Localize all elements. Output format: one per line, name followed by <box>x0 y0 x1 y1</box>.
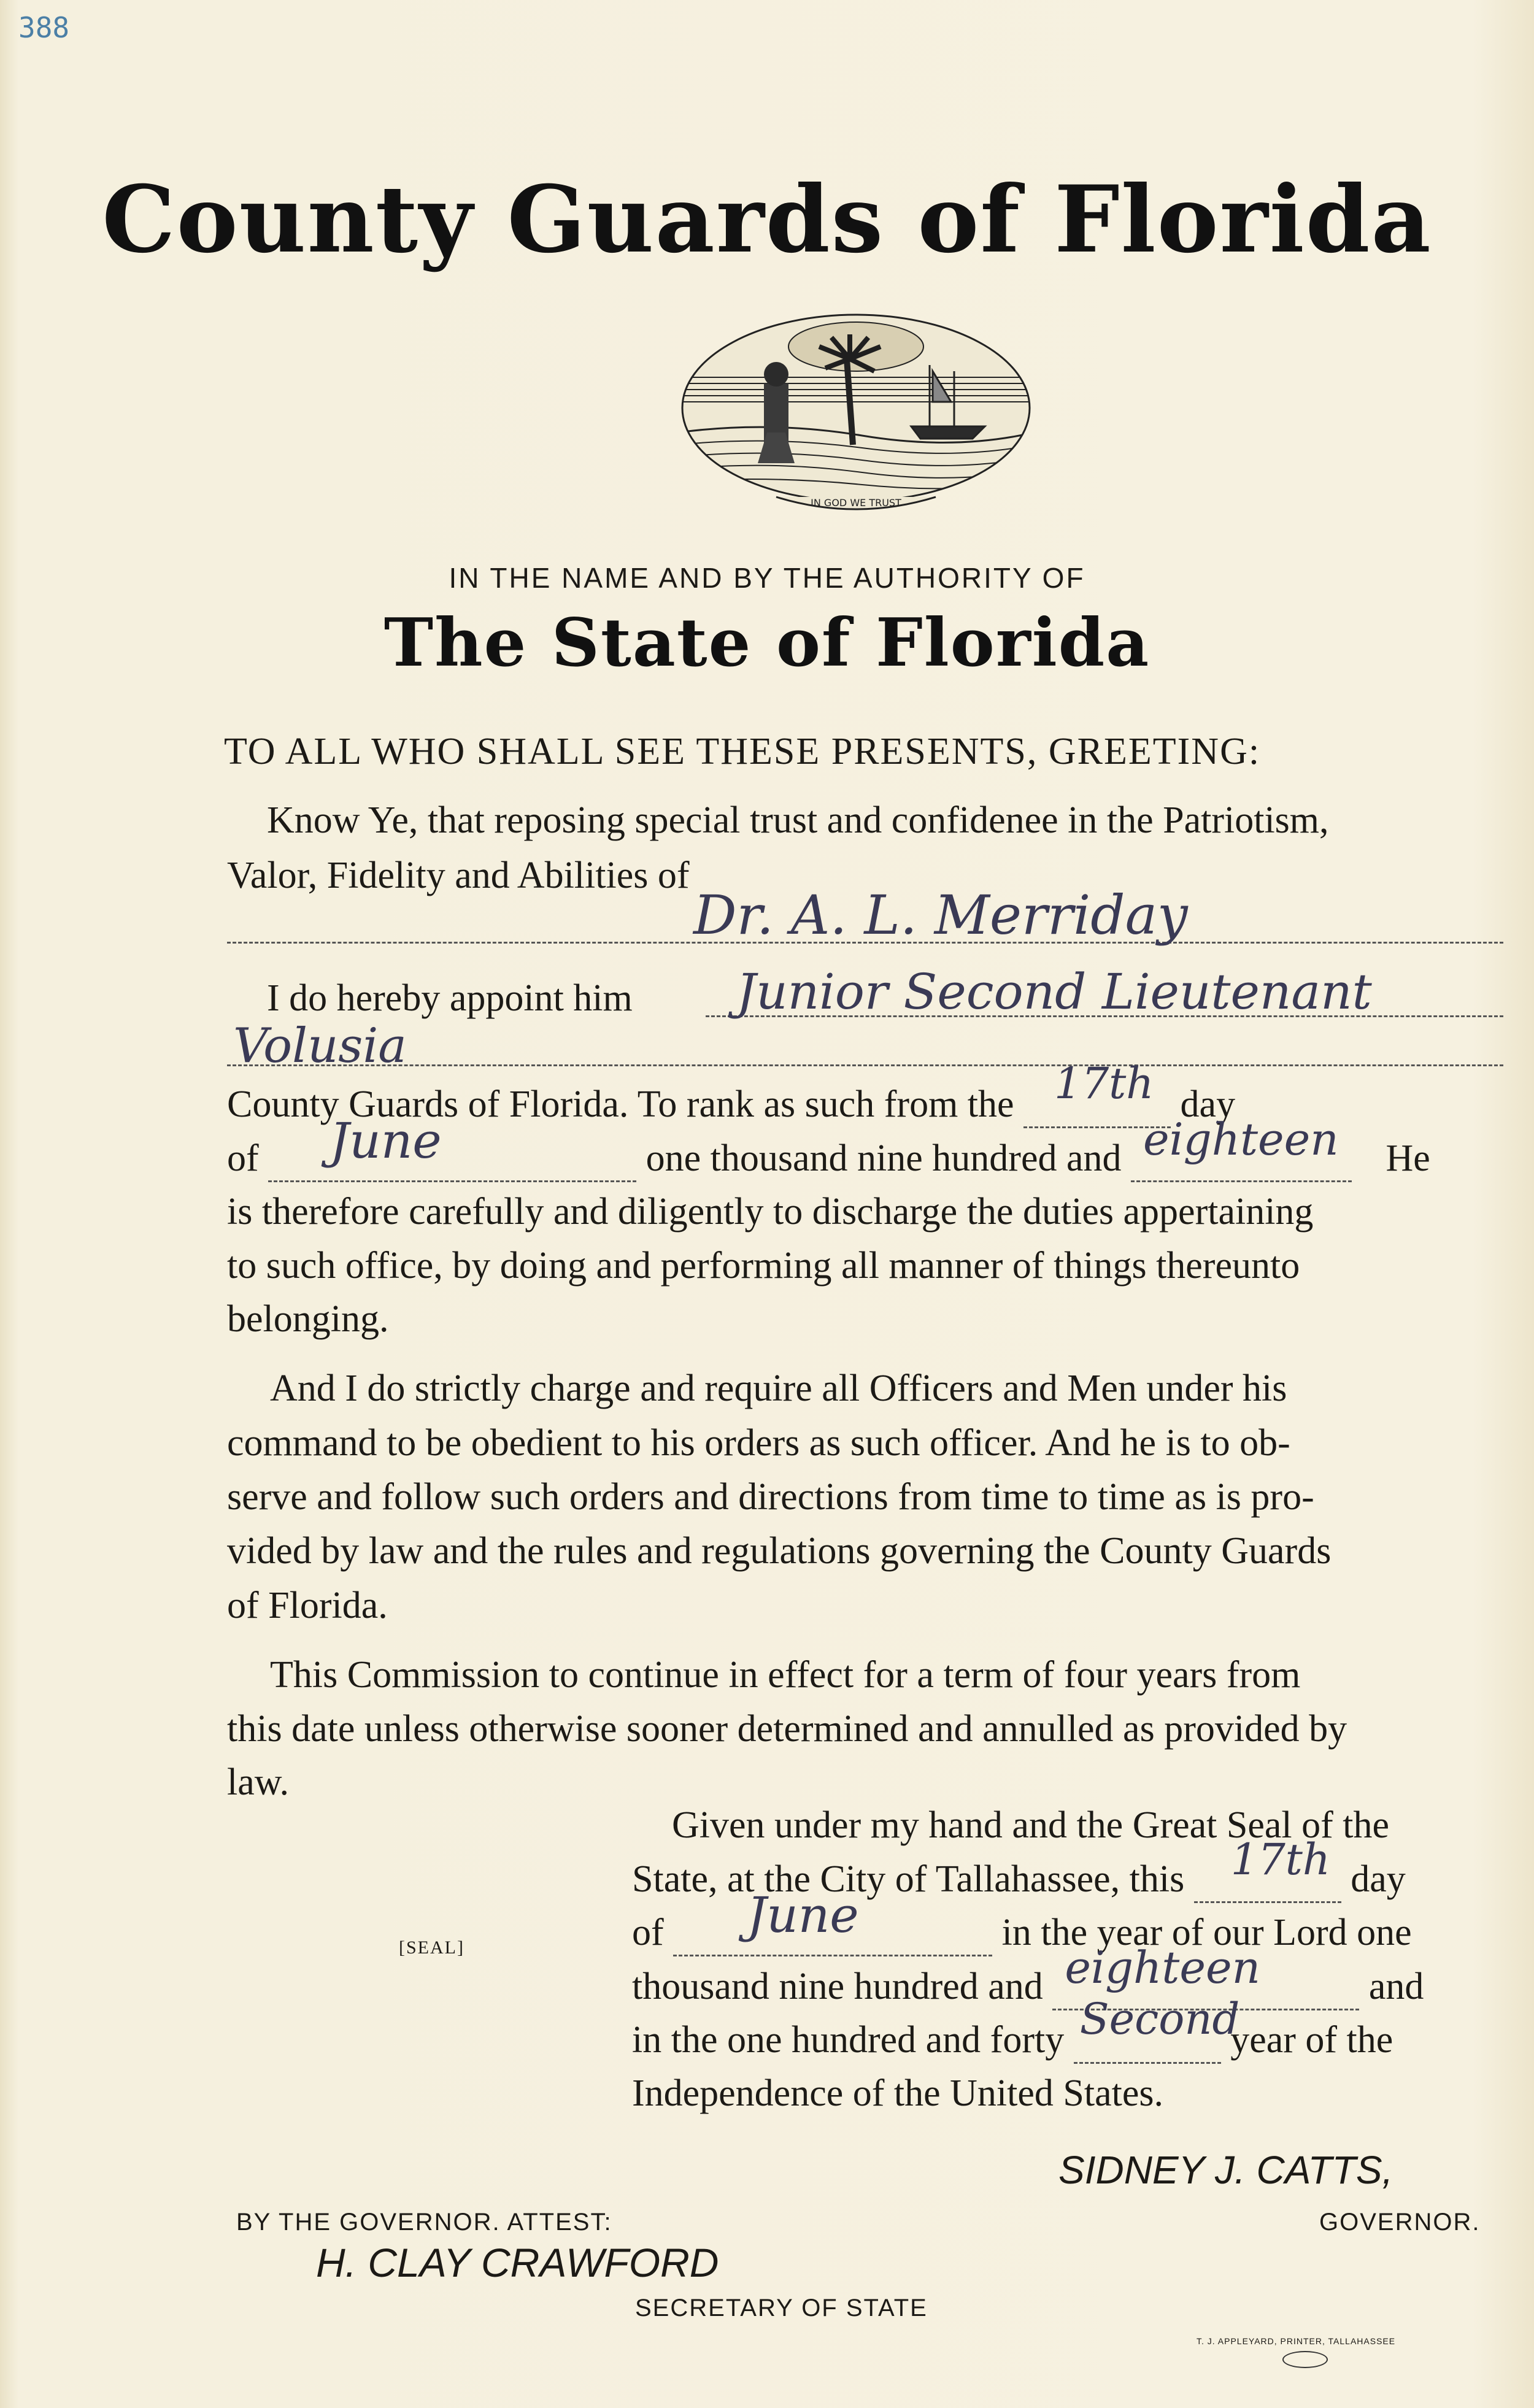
page-number: 388 <box>18 11 70 44</box>
given-text4b: and <box>1368 1966 1424 2007</box>
authority-line: IN THE NAME AND BY THE AUTHORITY OF <box>449 562 1085 594</box>
given-line4 <box>632 1942 1516 2010</box>
greeting: TO ALL WHO SHALL SEE THESE PRESENTS, GREETING: <box>224 731 1261 772</box>
appoint-prefix: I do hereby appoint him <box>267 977 633 1019</box>
para2-text4: vided by law and the rules and regulations governing the County Guards <box>227 1530 1332 1572</box>
given-text2b: day <box>1351 1858 1406 1900</box>
printer-imprint: T. J. APPLEYARD, PRINTER, TALLAHASSEE <box>1197 2336 1396 2346</box>
para1-text2: Valor, Fidelity and Abilities of <box>227 855 690 896</box>
para1-text5a: County Guards of Florida. To rank as such from the <box>227 1083 1014 1125</box>
given-text3a: of <box>632 1912 664 1953</box>
para1-text9: belonging. <box>227 1298 389 1340</box>
para3-text1: This Commission to continue in effect for a term of four years from <box>270 1654 1301 1696</box>
union-label-icon <box>1282 2351 1328 2368</box>
para3-text3: law. <box>227 1761 289 1803</box>
para1-line1 <box>267 799 1509 842</box>
secretary-name: H. CLAY CRAWFORD <box>316 2240 719 2285</box>
para1-text6b: one thousand nine hundred and <box>646 1137 1122 1179</box>
given-text4a: thousand nine hundred and <box>632 1966 1043 2007</box>
rank-value: Junior Second Lieutenant <box>736 963 1372 1020</box>
given-text2a: State, at the City of Tallahassee, this <box>632 1858 1185 1900</box>
para1-text6c: He <box>1386 1137 1430 1179</box>
para3-line1 <box>270 1653 1509 1697</box>
para1-text5b: day <box>1180 1083 1236 1125</box>
seal-motto: IN GOD WE TRUST <box>811 497 901 509</box>
governor-name: SIDNEY J. CATTS, <box>1058 2148 1393 2192</box>
para2-text1: And I do strictly charge and require all Officers and Men under his <box>270 1367 1287 1409</box>
given-month: June <box>747 1887 859 1944</box>
given-line6 <box>632 2072 1516 2115</box>
para2-text2: command to be obedient to his orders as such officer. And he is to ob- <box>227 1422 1290 1464</box>
rank-month: June <box>330 1112 442 1169</box>
given-text5b: year of the <box>1230 2019 1393 2061</box>
para1-line8 <box>227 1244 1509 1288</box>
para2-line1 <box>270 1367 1509 1410</box>
governor-title: GOVERNOR. <box>1319 2209 1481 2236</box>
para2-line4 <box>227 1529 1509 1573</box>
given-ordinal: Second <box>1079 1994 1240 2044</box>
para1-text6a: of <box>227 1137 259 1179</box>
given-text3b: in the year of our Lord one <box>1001 1912 1412 1953</box>
state-seal <box>678 310 1034 518</box>
given-text6: Independence of the United States. <box>632 2072 1163 2114</box>
given-year: eighteen <box>1065 1942 1260 1993</box>
seal-label: [SEAL] <box>399 1937 464 1958</box>
rank-year: eighteen <box>1143 1114 1339 1165</box>
document-title: County Guards of Florida <box>102 166 1432 274</box>
para1-line9 <box>227 1298 1509 1341</box>
appointee-name: Dr. A. L. Merriday <box>693 883 1188 947</box>
given-text1: Given under my hand and the Great Seal of the <box>672 1804 1390 1846</box>
county-rule <box>227 1064 1503 1066</box>
para2-text5: of Florida. <box>227 1585 388 1626</box>
para1-line7 <box>227 1190 1509 1234</box>
state-title: The State of Florida <box>384 604 1150 682</box>
county-value: Volusia <box>233 1018 407 1074</box>
para2-text3: serve and follow such orders and directions from time to time as is pro- <box>227 1476 1314 1518</box>
para2-line2 <box>227 1421 1509 1465</box>
given-text5a: in the one hundred and forty <box>632 2019 1065 2061</box>
attest-label: BY THE GOVERNOR. ATTEST: <box>236 2209 612 2236</box>
para2-line5 <box>227 1584 1509 1628</box>
given-line5 <box>632 1994 1516 2064</box>
rank-day: 17th <box>1054 1058 1154 1109</box>
secretary-title: SECRETARY OF STATE <box>635 2295 928 2321</box>
para3-text2: this date unless otherwise sooner determined and annulled as provided by <box>227 1708 1347 1750</box>
para1-text7: is therefore carefully and diligently to discharge the duties appertaining <box>227 1191 1314 1233</box>
para1-text8: to such office, by doing and performing all manner of things thereunto <box>227 1245 1300 1287</box>
para3-line3 <box>227 1761 1509 1804</box>
para1-text1: Know Ye, that reposing special trust and confidenee in the Patriotism, <box>267 799 1329 841</box>
given-day: 17th <box>1230 1834 1331 1885</box>
para1-line6 <box>227 1112 1509 1182</box>
given-line1 <box>672 1804 1519 1847</box>
para2-line3 <box>227 1475 1509 1519</box>
para3-line2 <box>227 1707 1509 1751</box>
